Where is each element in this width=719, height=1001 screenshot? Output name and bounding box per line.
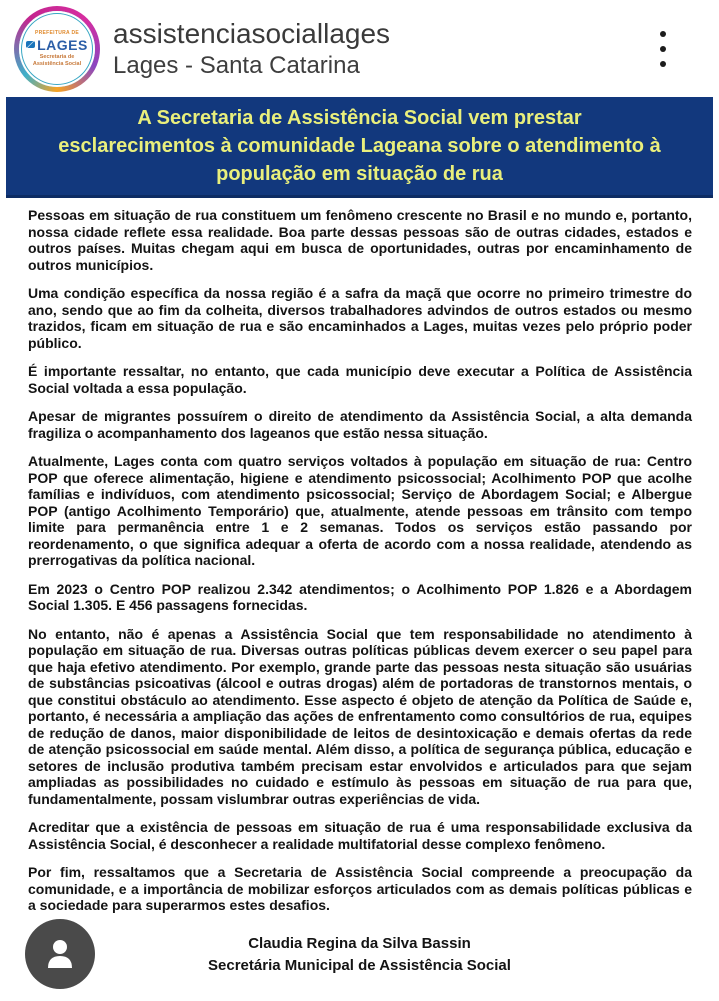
signature-footer <box>0 917 719 1001</box>
username-link[interactable]: assistenciasociallages <box>113 17 391 49</box>
location-link[interactable]: Lages - Santa Catarina <box>113 51 360 79</box>
logo-subtitle-line1: Secretaria de <box>39 53 75 60</box>
paragraph: É importante ressaltar, no entanto, que cada município deve executar a Política de Assistência Social voltada a essa população. <box>28 363 692 396</box>
kebab-menu-icon[interactable] <box>643 21 683 77</box>
logo-name-row <box>26 37 88 53</box>
prefeitura-lages-logo <box>19 11 95 87</box>
signature-name: Claudia Regina da Silva Bassin <box>248 935 471 952</box>
post-header <box>0 0 719 97</box>
signature-block <box>0 917 719 977</box>
paragraph: Atualmente, Lages conta com quatro serviços voltados à população em situação de rua: Centro POP que oferece alimentação, higiene e atendimento psicossocial; Acolhimento POP que acolhe famílias e indivíduos, com atendimento psicossocial; Serviço de Abordagem Social; e Albergue POP (antigo Acolhimento Temporário) que, atualmente, atende pessoas em trânsito com tempo limite para permanência entre 1 e 2 semanas. Todos os serviços estão passando por reordenamento, o que significa adequar a oferta de acordo com a nossa realidade, atendendo as prerrogativas da política nacional. <box>28 453 692 568</box>
article-body <box>0 198 719 917</box>
header-texts <box>113 17 643 81</box>
paragraph: Em 2023 o Centro POP realizou 2.342 atendimentos; o Acolhimento POP 1.826 e a Abordagem Social 1.305. E 456 passagens fornecidas. <box>28 580 692 613</box>
signature-title: Secretária Municipal de Assistência Social <box>208 957 511 974</box>
logo-top-label: PREFEITURA DE <box>35 29 79 36</box>
person-glyph <box>40 934 80 974</box>
kebab-dot <box>660 46 666 52</box>
banner-title-line: população em situação de rua <box>216 163 503 185</box>
paragraph: Pessoas em situação de rua constituem um fenômeno crescente no Brasil e no mundo e, portanto, nossa cidade reflete essa realidade. Boa parte dessas pessoas são de outras cidades, estados e outros países. Muitas chegam aqui em busca de oportunidades, outras por encaminhamento de outros municípios. <box>28 207 692 273</box>
kebab-dot <box>660 61 666 67</box>
logo-subtitle-line2: Assistência Social <box>32 60 82 67</box>
banner-title-line: A Secretaria de Assistência Social vem prestar <box>137 107 582 129</box>
paragraph: Por fim, ressaltamos que a Secretaria de Assistência Social compreende a preocupação da comunidade, e a importância de mobilizar esforços articulados com as demais políticas públicas e a sociedade para superarmos estes desafios. <box>28 864 692 913</box>
paragraph: Uma condição específica da nossa região é a safra da maçã que ocorre no primeiro trimestre do ano, sendo que ao fim da colheita, diversos trabalhadores advindos de outros estados ou mesmo trazidos, ficam em situação de rua e são encaminhados a Lages, muitas vezes pelo próprio poder público. <box>28 285 692 351</box>
person-silhouette-icon <box>25 919 95 989</box>
logo-city-name: LAGES <box>37 36 88 53</box>
title-banner <box>6 97 713 198</box>
paragraph: No entanto, não é apenas a Assistência Social que tem responsabilidade no atendimento à população em situação de rua. Diversas outras políticas públicas devem exercer o seu papel para que haja efetivo atendimento. Por exemplo, grande parte das pessoas nesta situação são usuárias de substâncias psicoativas (álcool e outras drogas) além de portadoras de transtornos mentais, o que constitui obstáculo ao atendimento. Esse aspecto é objeto de atenção da Política de Saúde e, portanto, é necessária a ampliação das ações de enfrentamento como consultórios de rua, equipes de redução de danos, maior disponibilidade de leitos de desintoxicação e demais ofertas da rede de atenção psicossocial em saúde mental. Além disso, a política de segurança pública, educação e setores de inclusão produtiva também precisam estar envolvidos e articulados para que sejam ampliadas as possibilidades no cuidado e estímulo às pessoas em situação de rua para que, fundamentalmente, possam vislumbrar outras experiências de vida. <box>28 625 692 807</box>
profile-avatar[interactable] <box>14 6 100 92</box>
flag-icon <box>26 41 35 48</box>
banner-title-line: esclarecimentos à comunidade Lageana sobre o atendimento à <box>58 135 661 157</box>
paragraph: Acreditar que a existência de pessoas em situação de rua é uma responsabilidade exclusiva da Assistência Social, é desconhecer a realidade multifatorial desse complexo fenômeno. <box>28 819 692 852</box>
kebab-dot <box>660 31 666 37</box>
paragraph: Apesar de migrantes possuírem o direito de atendimento da Assistência Social, a alta demanda fragiliza o acompanhamento dos lageanos que estão nessa situação. <box>28 408 692 441</box>
